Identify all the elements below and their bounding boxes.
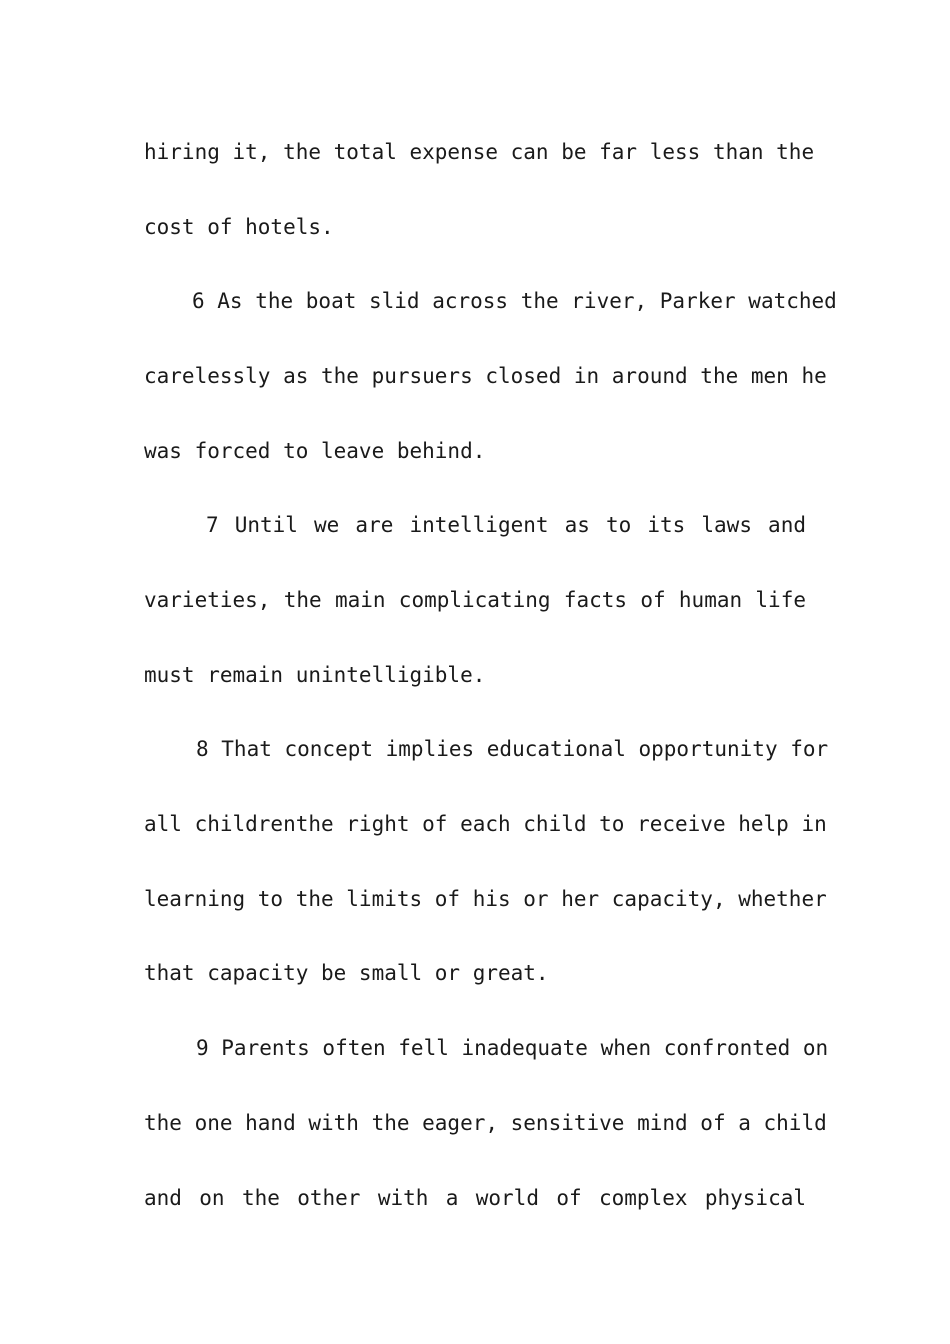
text-line: carelessly as the pursuers closed in around the men he [144, 364, 827, 388]
paragraph-6-first-line: 6 As the boat slid across the river, Parker watched [192, 289, 837, 313]
text-line: learning to the limits of his or her capacity, whether [144, 887, 827, 911]
paragraph-7-first-line: 7 Until we are intelligent as to its laws and [206, 513, 806, 537]
text-line: and on the other with a world of complex physical [144, 1186, 806, 1210]
paragraph-9-first-line: 9 Parents often fell inadequate when confronted on [196, 1036, 829, 1060]
text-line: cost of hotels. [144, 215, 334, 239]
text-line: all childrenthe right of each child to receive help in [144, 812, 827, 836]
text-line: varieties, the main complicating facts of human life [144, 588, 806, 612]
text-line: was forced to leave behind. [144, 439, 486, 463]
text-line: the one hand with the eager, sensitive mind of a child [144, 1111, 827, 1135]
text-line: must remain unintelligible. [144, 663, 486, 687]
text-line: hiring it, the total expense can be far less than the [144, 140, 815, 164]
text-line: that capacity be small or great. [144, 961, 549, 985]
paragraph-8-first-line: 8 That concept implies educational opportunity for [196, 737, 829, 761]
